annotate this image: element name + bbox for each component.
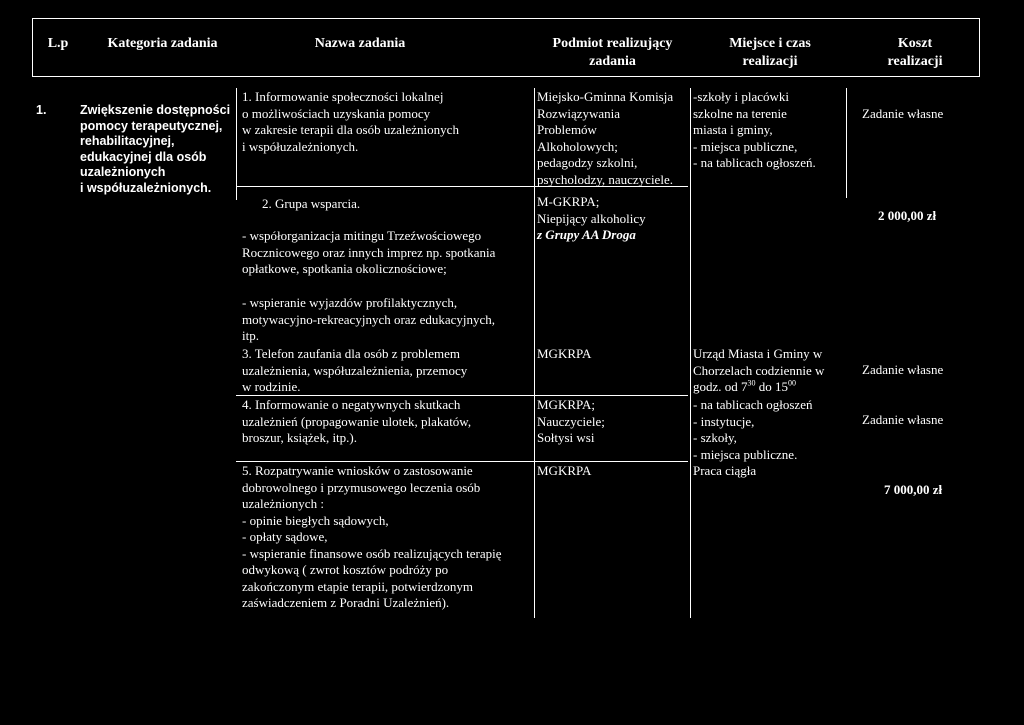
place-3 xyxy=(693,346,824,396)
place-line: szkolne na terenie xyxy=(693,105,787,121)
category-line: Zwiększenie dostępności xyxy=(80,103,231,117)
task-line: motywacyjno-rekreacyjnych oraz edukacyjnych, xyxy=(242,311,496,327)
subject-3: MGKRPA xyxy=(537,346,592,361)
subject-line: Sołtysi wsi xyxy=(537,430,595,445)
col-divider-cost xyxy=(846,88,847,198)
subject-line: Alkoholowych; xyxy=(537,138,618,154)
cost-5: 7 000,00 zł xyxy=(884,482,943,497)
subject-2 xyxy=(537,194,646,244)
subject-5: MGKRPA xyxy=(537,463,592,478)
category-text xyxy=(80,103,230,196)
place-line: - miejsca publiczne, xyxy=(693,138,798,154)
header-bottom-border xyxy=(32,76,980,77)
table-top-border xyxy=(32,18,980,19)
header-cost xyxy=(860,35,970,71)
row-divider-4 xyxy=(236,461,688,462)
category-line: uzależnionych xyxy=(80,165,166,179)
subject-line: MGKRPA; xyxy=(537,397,596,412)
col-divider-category xyxy=(236,88,237,200)
header-place-line2: realizacji xyxy=(742,54,798,69)
subject-line: Problemów xyxy=(537,122,597,137)
header-subject xyxy=(530,35,695,71)
subject-line: pedagodzy szkolni, xyxy=(537,155,638,170)
header-subject-line1: Podmiot realizujący xyxy=(552,36,673,51)
task-2-extra xyxy=(242,295,495,345)
col-divider-subject xyxy=(534,88,535,618)
place-line: miasta i gminy, xyxy=(693,122,773,137)
task-1 xyxy=(242,89,459,155)
task-line: uzależnienia, współuzależnienia, przemocy xyxy=(242,362,468,378)
task-line: dobrowolnego i przymusowego leczenia osób xyxy=(242,479,481,495)
task-5 xyxy=(242,463,502,612)
header-category: Kategoria zadania xyxy=(107,36,218,51)
cost-3: Zadanie własne xyxy=(862,362,944,377)
table-left-border xyxy=(32,18,33,77)
task-line: w zakresie terapii dla osób uzależnionych xyxy=(242,122,459,137)
place-line: - na tablicach ogłoszeń. xyxy=(693,155,816,170)
category-line: rehabilitacyjnej, xyxy=(80,134,175,148)
subject-line: Rozwiązywania xyxy=(537,105,621,121)
hours-from: godz. od 7 xyxy=(693,379,748,394)
task-line: itp. xyxy=(242,328,259,343)
hours-from-minutes: 30 xyxy=(747,378,756,388)
task-line: - wspieranie finansowe osób realizujących terapię xyxy=(242,545,502,561)
place-4 xyxy=(693,397,812,463)
task-line: 3. Telefon zaufania dla osób z problemem xyxy=(242,346,460,361)
subject-line: Miejsko-Gminna Komisja xyxy=(537,89,674,104)
task-line: - opinie biegłych sądowych, xyxy=(242,512,389,528)
col-divider-place xyxy=(690,88,691,618)
header-cost-line2: realizacji xyxy=(887,54,943,69)
subject-1 xyxy=(537,89,673,188)
category-line: edukacyjnej dla osób xyxy=(80,149,207,164)
task-line: - współorganizacja mitingu Trzeźwościowego xyxy=(242,228,482,243)
task-line: - wspieranie wyjazdów profilaktycznych, xyxy=(242,295,458,310)
task-line: broszur, książek, itp.). xyxy=(242,430,358,445)
subject-group-name: z Grupy AA Droga xyxy=(537,227,636,242)
cost-4: Zadanie własne xyxy=(862,412,944,427)
place-line: Urząd Miasta i Gminy w xyxy=(693,346,823,361)
header-place-line1: Miejsce i czas xyxy=(729,36,811,51)
hours-to-minutes: 00 xyxy=(788,378,797,388)
task-2-body xyxy=(242,228,495,278)
task-3 xyxy=(242,346,467,396)
task-4 xyxy=(242,397,471,447)
cost-2: 2 000,00 zł xyxy=(878,208,937,223)
task-line: - opłaty sądowe, xyxy=(242,529,328,544)
header-cost-line1: Koszt xyxy=(897,36,933,51)
subject-4 xyxy=(537,397,605,447)
task-line: zakończonym etapie terapii, potwierdzonym xyxy=(242,578,474,594)
task-line: uzależnionych : xyxy=(242,496,324,511)
header-lp: L.p xyxy=(47,36,69,51)
hours-to: do 15 xyxy=(755,379,789,394)
subject-line: Nauczyciele; xyxy=(537,413,605,429)
task-line: i współuzależnionych. xyxy=(242,138,359,154)
place-line: - instytucje, xyxy=(693,413,755,429)
place-line: - szkoły, xyxy=(693,430,737,445)
task-line: 5. Rozpatrywanie wniosków o zastosowanie xyxy=(242,463,473,478)
place-line: - miejsca publiczne. xyxy=(693,446,798,462)
place-line: - na tablicach ogłoszeń xyxy=(693,397,813,412)
place-line: -szkoły i placówki xyxy=(693,89,790,104)
header-subject-line2: zadania xyxy=(589,54,636,69)
subject-line: M-GKRPA; xyxy=(537,194,600,209)
task-line: Rocznicowego oraz innych imprez np. spotkania xyxy=(242,244,496,260)
header-task-name: Nazwa zadania xyxy=(314,36,406,51)
task-line: o możliwościach uzyskania pomocy xyxy=(242,105,431,121)
task-line: 4. Informowanie o negatywnych skutkach xyxy=(242,397,461,412)
task-line: opłatkowe, spotkania okolicznościowe; xyxy=(242,261,447,276)
cost-1: Zadanie własne xyxy=(862,106,944,121)
task-2-title: 2. Grupa wsparcia. xyxy=(262,196,361,211)
table-right-border xyxy=(979,18,980,77)
place-1 xyxy=(693,89,816,172)
place-5: Praca ciągła xyxy=(693,463,757,478)
place-line: Chorzelach codziennie w xyxy=(693,362,825,378)
place-hours xyxy=(693,379,824,396)
category-line: i współuzależnionych. xyxy=(80,180,212,195)
task-line: 1. Informowanie społeczności lokalnej xyxy=(242,89,444,104)
category-line: pomocy terapeutycznej, xyxy=(80,118,223,133)
task-line: odwykową ( zwrot kosztów podróży po xyxy=(242,562,449,577)
header-place xyxy=(700,35,840,71)
row-lp: 1. xyxy=(36,103,47,117)
task-line: uzależnień (propagowanie ulotek, plakatów, xyxy=(242,413,472,429)
task-line: zaświadczeniem z Poradni Uzależnień). xyxy=(242,595,450,610)
subject-line: Niepijący alkoholicy xyxy=(537,210,646,226)
subject-line: psycholodzy, nauczyciele. xyxy=(537,171,673,187)
task-line: w rodzinie. xyxy=(242,379,301,394)
